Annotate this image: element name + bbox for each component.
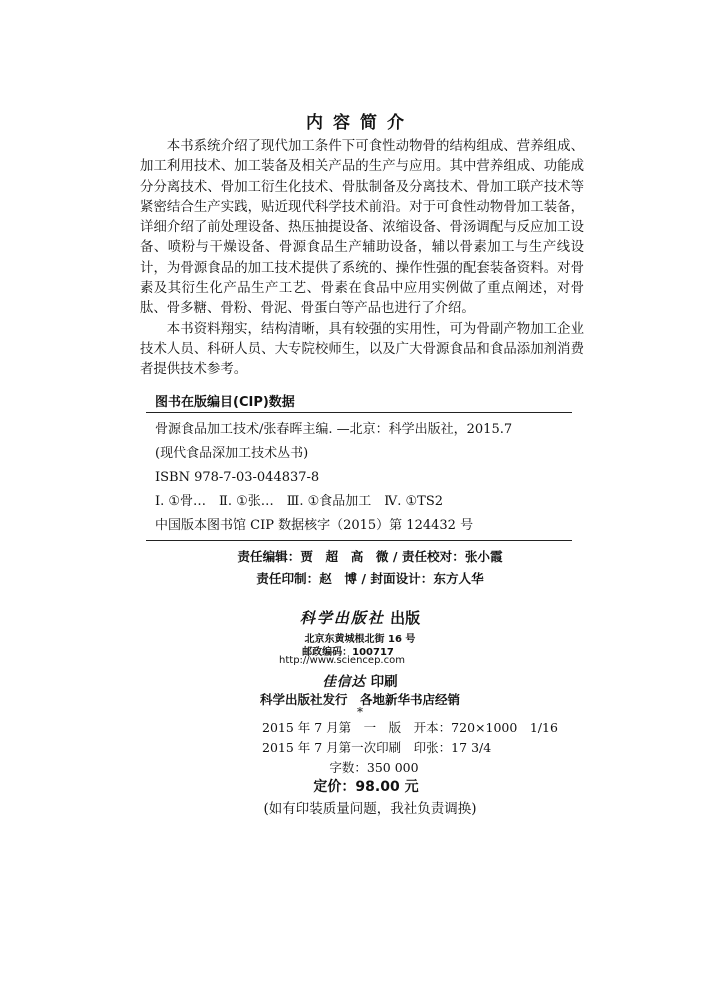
summary-paragraph: 本书系统介绍了现代加工条件下可食性动物骨的结构组成、营养组成、加工利用技术、加工装备及相关产品的生产与应用。其中营养组成、功能成分分离技术、骨加工衍生化技术、骨肽制备及分离技术、骨加工联产技术等紧密结合生产实践，贴近现代科学技术前沿。对于可食性动物骨加工装备，详细介绍了前处理设备、热压抽提设备、浓缩设备、骨汤调配与反应加工设备、喷粉与干燥设备、骨源食品生产辅助设备，辅以骨素加工与生产线设计，为骨源食品的加工技术提供了系统的、操作性强的配套装备资料。对骨素及其衍生化产品生产工艺、骨素在食品中应用实例做了重点阐述，对骨肽、骨多糖、骨粉、骨泥、骨蛋白等产品也进行了介绍。 xyxy=(140,139,584,317)
cip-line: 骨源食品加工技术/张春晖主编. —北京：科学出版社，2015.7 xyxy=(155,422,513,437)
printer-name xyxy=(0,670,720,690)
summary-body xyxy=(140,137,584,381)
summary-paragraph: 本书资料翔实，结构清晰，具有较强的实用性，可为骨副产物加工企业技术人员、科研人员、大专院校师生，以及广大骨源食品和食品添加剂消费者提供技术参考。 xyxy=(140,321,584,378)
word-count: 字数：350 000 xyxy=(329,760,419,775)
separator-asterisk: * xyxy=(357,705,363,719)
printing-line: 2015 年 7 月第一次印刷 印张：17 3/4 xyxy=(262,740,492,755)
publisher-suffix: 出版 xyxy=(390,609,421,627)
quality-notice: (如有印装质量问题，我社负责调换) xyxy=(263,801,477,817)
edition-line: 2015 年 7 月第 一 版 开本：720×1000 1/16 xyxy=(262,720,558,735)
production-credits: 责任印制：赵 博 / 封面设计：东方人华 xyxy=(256,571,484,586)
price: 定价：98.00 元 xyxy=(313,779,419,795)
summary-title: 内容简介 xyxy=(306,113,414,133)
distribution-note: 科学出版社发行 各地新华书店经销 xyxy=(259,692,460,707)
divider-line xyxy=(146,540,572,541)
publisher-postcode: 邮政编码：100717 xyxy=(302,647,394,658)
cip-line: (现代食品深加工技术丛书) xyxy=(155,446,309,461)
publisher-name xyxy=(0,607,720,628)
publisher-address: 北京东黄城根北街 16 号 xyxy=(304,634,416,645)
divider-line xyxy=(146,412,572,413)
cip-line: 中国版本图书馆 CIP 数据核字（2015）第 124432 号 xyxy=(155,518,474,533)
editor-credits: 责任编辑：贾 超 高 微 / 责任校对：张小霞 xyxy=(237,549,503,564)
printer-logotype: 佳信达 xyxy=(322,674,366,690)
cip-record xyxy=(155,418,575,538)
printer-suffix: 印刷 xyxy=(370,674,398,690)
publisher-website: http://www.sciencep.com xyxy=(279,655,405,666)
publisher-logotype: 科学出版社 xyxy=(299,609,385,627)
cip-heading: 图书在版编目(CIP)数据 xyxy=(155,395,295,410)
cip-line: ISBN 978-7-03-044837-8 xyxy=(155,470,320,485)
cip-line: Ⅰ. ①骨… Ⅱ. ①张… Ⅲ. ①食品加工 Ⅳ. ①TS2 xyxy=(155,494,444,509)
